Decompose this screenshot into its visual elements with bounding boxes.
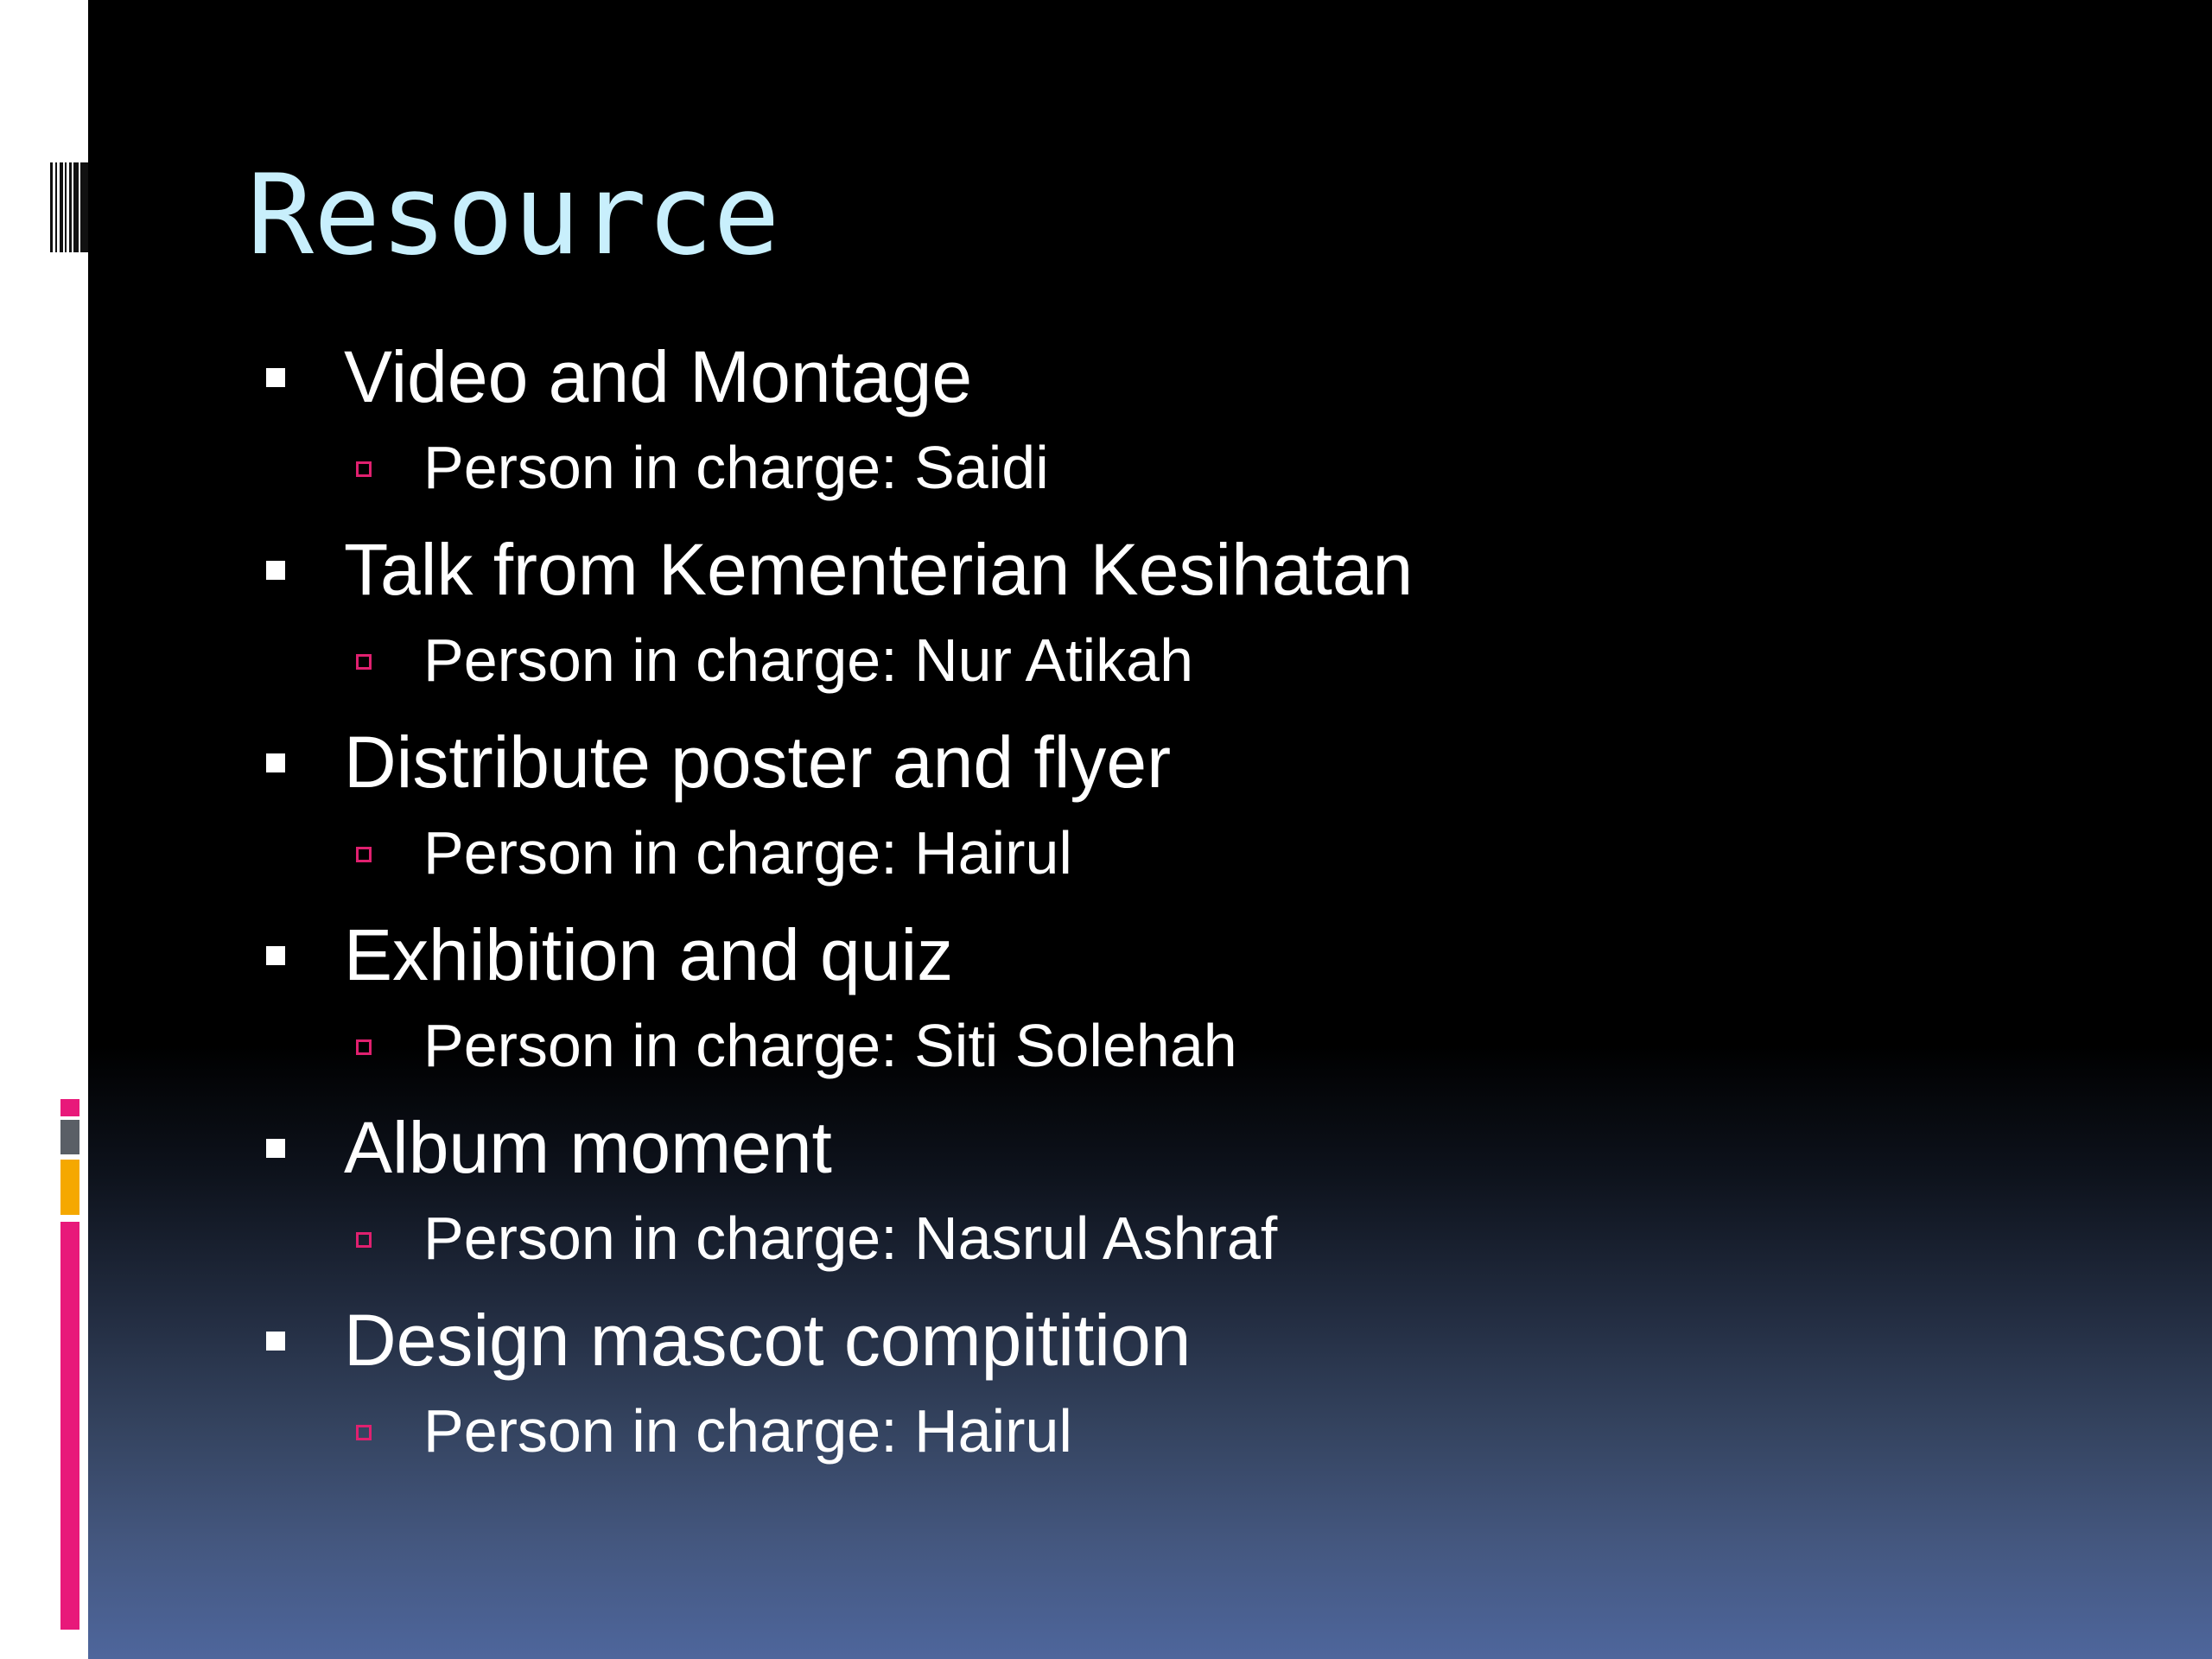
list-item (259, 1292, 2143, 1484)
square-bullet-icon (266, 368, 285, 387)
bullet-item (259, 906, 2143, 1003)
bullet-text: Talk from Kementerian Kesihatan (344, 529, 1414, 610)
bullet-text: Video and Montage (344, 336, 973, 417)
bullet-item (259, 1099, 2143, 1196)
slide-title: Resource (247, 151, 780, 280)
list-item (259, 328, 2143, 521)
sub-bullet-text: Person in charge: Nur Atikah (423, 626, 1194, 694)
hollow-square-bullet-icon (356, 1232, 372, 1248)
square-bullet-icon (266, 946, 285, 965)
accent-bar-pink-top (60, 1099, 79, 1116)
square-bullet-icon (266, 1139, 285, 1158)
bullet-text: Design mascot compitition (344, 1300, 1192, 1381)
barcode-decoration (50, 162, 88, 252)
square-bullet-icon (266, 753, 285, 772)
list-item (259, 714, 2143, 906)
accent-bar-pink (60, 1222, 79, 1630)
sub-bullet-item (259, 425, 2143, 510)
sub-bullet-item (259, 810, 2143, 895)
sub-bullet-item (259, 1003, 2143, 1088)
bullet-text: Album moment (344, 1107, 832, 1188)
hollow-square-bullet-icon (356, 847, 372, 862)
bullet-item (259, 1292, 2143, 1389)
accent-bar-gray (60, 1120, 79, 1154)
bullet-text: Exhibition and quiz (344, 914, 954, 995)
bullet-item (259, 714, 2143, 810)
accent-bar-orange (60, 1160, 79, 1215)
sub-bullet-item (259, 618, 2143, 702)
bullet-item (259, 328, 2143, 425)
list-item (259, 906, 2143, 1099)
list-item (259, 1099, 2143, 1292)
hollow-square-bullet-icon (356, 1425, 372, 1440)
sub-bullet-item (259, 1389, 2143, 1473)
sub-bullet-text: Person in charge: Hairul (423, 819, 1072, 887)
sub-bullet-item (259, 1196, 2143, 1281)
sub-bullet-text: Person in charge: Siti Solehah (423, 1012, 1237, 1079)
sub-bullet-text: Person in charge: Nasrul Ashraf (423, 1205, 1278, 1272)
hollow-square-bullet-icon (356, 654, 372, 670)
sub-bullet-text: Person in charge: Saidi (423, 434, 1049, 501)
sub-bullet-text: Person in charge: Hairul (423, 1397, 1072, 1465)
hollow-square-bullet-icon (356, 1039, 372, 1055)
hollow-square-bullet-icon (356, 461, 372, 477)
list-item (259, 521, 2143, 714)
left-margin-strip (0, 0, 88, 1659)
bullet-item (259, 521, 2143, 618)
square-bullet-icon (266, 1332, 285, 1351)
bullet-list (259, 328, 2143, 1484)
square-bullet-icon (266, 561, 285, 580)
bullet-text: Distribute poster and flyer (344, 721, 1172, 803)
